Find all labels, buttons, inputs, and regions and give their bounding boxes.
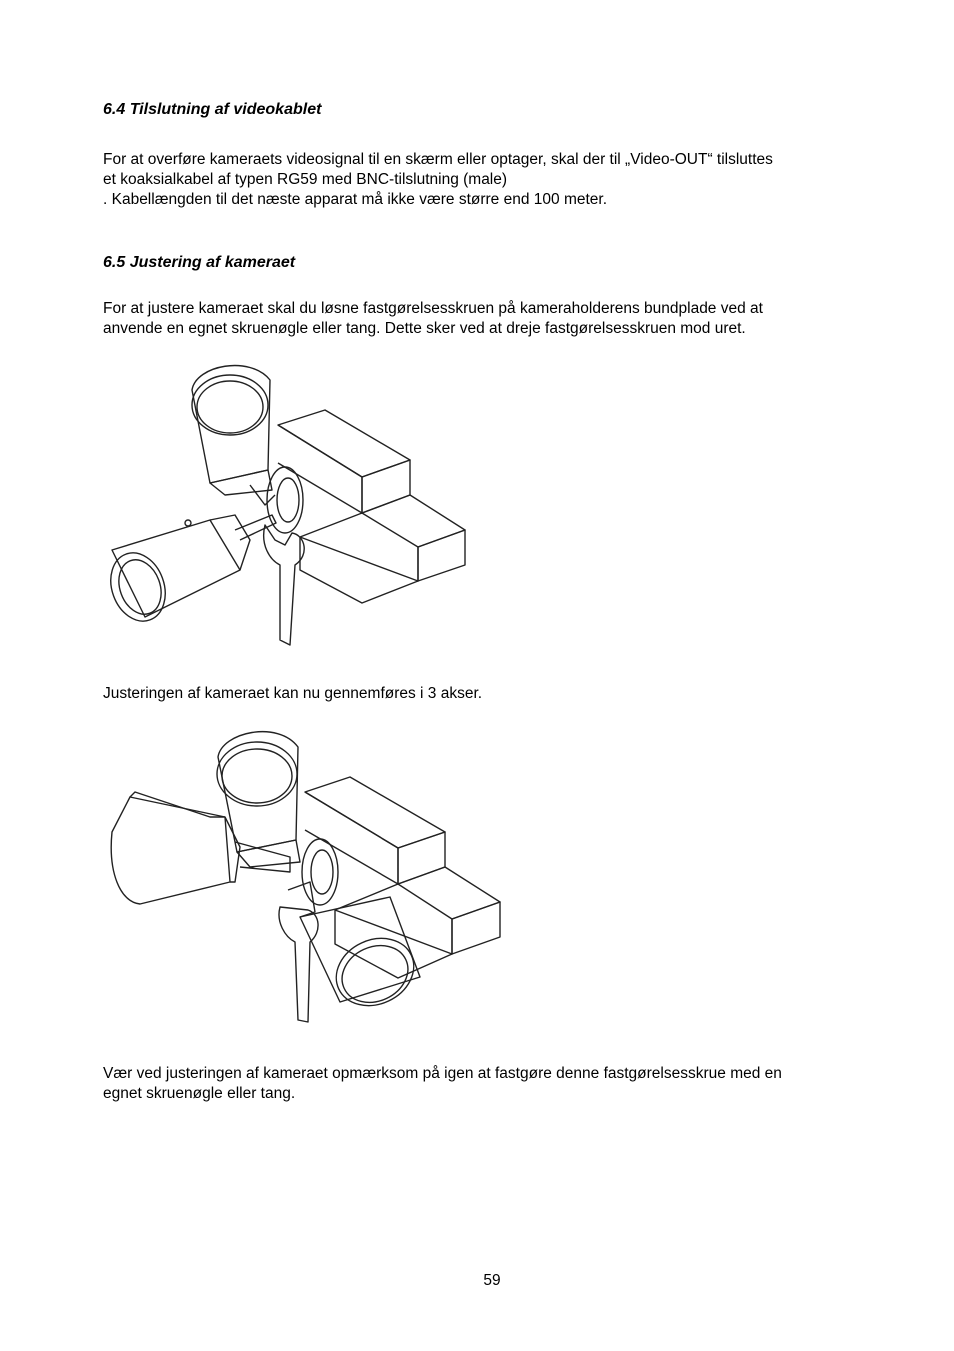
axes-adjustment-text: Justeringen af kameraet kan nu gennemføres i 3 akser. <box>103 685 483 702</box>
page-number: 59 <box>483 1272 501 1289</box>
text-line: . Kabellængden til det næste apparat må ikke være større end 100 meter. <box>103 191 608 208</box>
camera-three-axes-illustration <box>100 722 510 1027</box>
section-6-5-paragraph <box>103 299 893 339</box>
text-line: For at overføre kameraets videosignal til en skærm eller optager, skal der til „Video-OUT“ tilsluttes <box>103 151 773 168</box>
text-line: et koaksialkabel af typen RG59 med BNC-tilslutning (male) <box>103 171 508 188</box>
text-line: egnet skruenøgle eller tang. <box>103 1085 296 1102</box>
text-line: anvende en egnet skruenøgle eller tang. Dette sker ved at dreje fastgørelsesskruen mod uret. <box>103 320 746 337</box>
text-line: Vær ved justeringen af kameraet opmærksom på igen at fastgøre denne fastgørelsesskrue med en <box>103 1065 782 1082</box>
camera-wrench-illustration <box>100 355 480 650</box>
section-heading-6-5: 6.5 Justering af kameraet <box>103 254 296 271</box>
closing-paragraph <box>103 1064 893 1104</box>
section-6-4-paragraph <box>103 150 893 210</box>
section-heading-6-4: 6.4 Tilslutning af videokablet <box>103 101 322 118</box>
text-line: For at justere kameraet skal du løsne fastgørelsesskruen på kameraholderens bundplade ved at <box>103 300 763 317</box>
